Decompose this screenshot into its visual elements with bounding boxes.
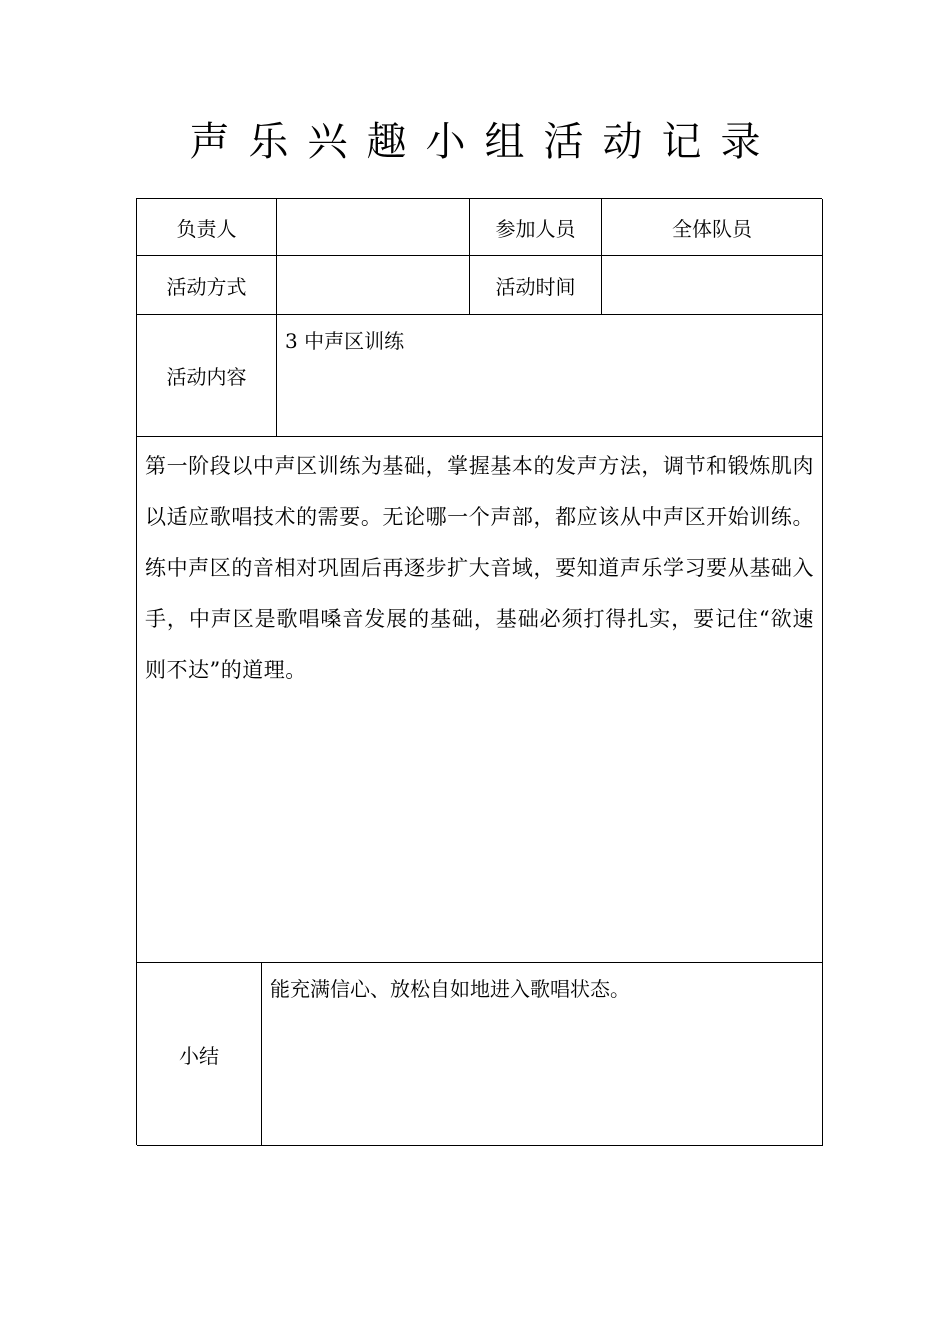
activity-content-value: 3 中声区训练: [277, 315, 823, 437]
responsible-person-value: [277, 199, 470, 256]
page-title: 声乐兴趣小组活动记录: [189, 119, 780, 165]
activity-method-label: 活动方式: [137, 256, 277, 315]
summary-value: 能充满信心、放松自如地进入歌唱状态。: [262, 963, 823, 1146]
summary-label: 小结: [137, 963, 262, 1146]
activity-method-value: [277, 256, 470, 315]
activity-content-label: 活动内容: [137, 315, 277, 437]
activity-record-table: [136, 198, 822, 1145]
responsible-person-label: 负责人: [137, 199, 277, 256]
activity-description: 第一阶段以中声区训练为基础，掌握基本的发声方法，调节和锻炼肌肉以适应歌唱技术的需要。无论哪一个声部，都应该从中声区开始训练。练中声区的音相对巩固后再逐步扩大音域，要知道声乐学习要从基础入手，中声区是歌唱嗓音发展的基础，基础必须打得扎实，要记住“欲速则不达”的道理。: [137, 437, 823, 963]
activity-time-value: [602, 256, 823, 315]
participants-value: 全体队员: [602, 199, 823, 256]
activity-time-label: 活动时间: [470, 256, 602, 315]
participants-label: 参加人员: [470, 199, 602, 256]
